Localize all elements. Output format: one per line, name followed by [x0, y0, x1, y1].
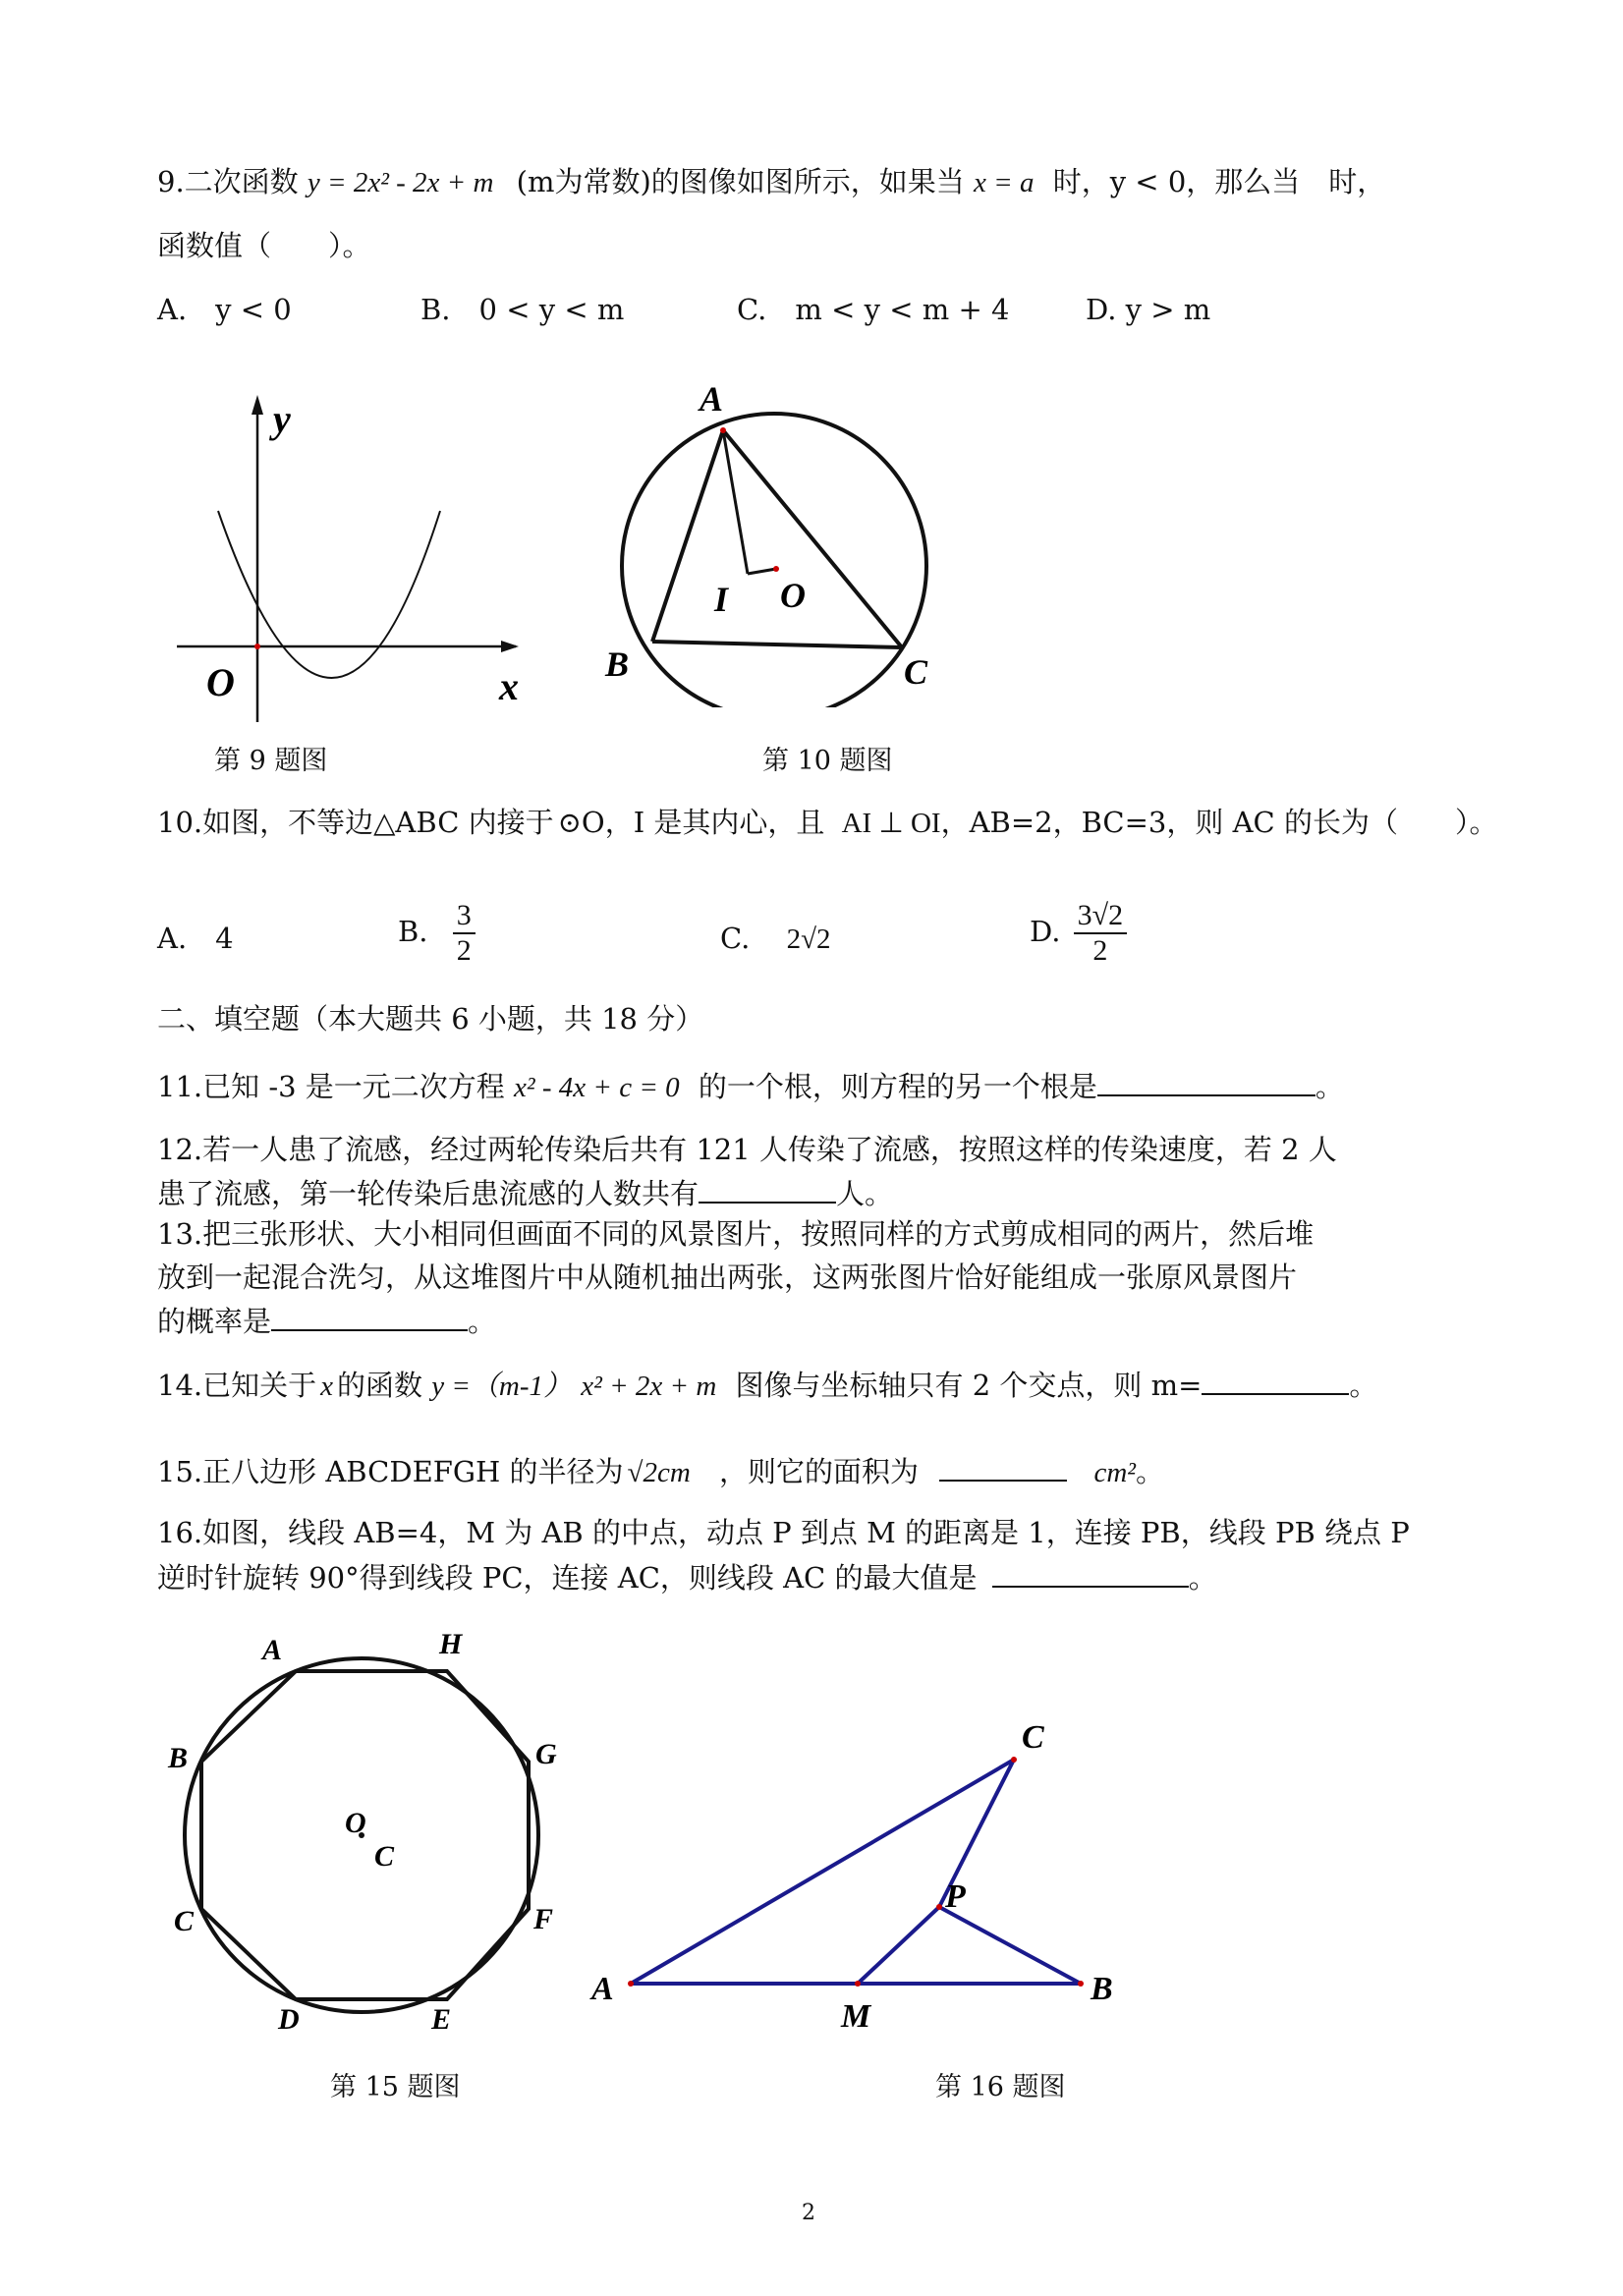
q9-line1	[157, 162, 1385, 202]
fig15-label-f: F	[533, 1903, 554, 1935]
q10-option-a: A. 4	[157, 922, 234, 955]
fig9-y-label: y	[273, 397, 291, 441]
fig16-caption: 第 16 题图	[935, 2072, 1066, 2102]
fig16-label-a: A	[591, 1971, 614, 2007]
q10-option-c-letter: C.	[720, 922, 751, 955]
q10-option-d-letter: D.	[1030, 915, 1061, 948]
q9-text-a: 9.二次函数	[157, 165, 299, 198]
fig10-side-ac	[723, 430, 902, 647]
q12-text-b: 人。	[836, 1177, 894, 1210]
fig15-label-c: C	[174, 1905, 195, 1937]
q11-end: 。	[1315, 1070, 1344, 1103]
fig16-label-p: P	[945, 1878, 966, 1915]
q16-answer-blank	[992, 1556, 1189, 1588]
q11-text-a: 11.已知 -3 是一元二次方程	[157, 1070, 505, 1103]
q15-end: 。	[1135, 1455, 1164, 1488]
q9-option-a: A. y < 0	[157, 293, 292, 326]
q9-text-b: (m为常数)的图像如图所示，如果当	[516, 165, 965, 198]
fig16-label-m: M	[841, 1998, 871, 2035]
fig16-label-b: B	[1091, 1971, 1113, 2007]
q10-option-d-fraction	[1074, 899, 1127, 968]
q11-text-b: 的一个根，则方程的另一个根是	[698, 1070, 1097, 1103]
fig15-label-h: H	[439, 1628, 463, 1660]
q10-circle-symbol: ⊙O	[557, 806, 605, 839]
q10-option-b-letter: B.	[398, 915, 428, 948]
fig16-segment-pb	[939, 1907, 1081, 1984]
q10-option-b-numerator: 3	[453, 899, 476, 934]
q14-end: 。	[1349, 1369, 1378, 1402]
fig10-label-o: O	[780, 576, 806, 615]
fig16-point-m	[855, 1981, 861, 1987]
q10-text-c: ，AB=2，BC=3，则 AC 的长为（ ）。	[940, 806, 1498, 839]
fig10-point-o	[773, 566, 779, 572]
q10-option-c-value: 2√2	[786, 924, 831, 955]
q10-text-b: ，I 是其内心，且	[604, 806, 825, 839]
q10-option-c	[720, 919, 831, 959]
fig15-label-d: D	[278, 2003, 300, 2036]
q15-answer-blank	[939, 1450, 1067, 1482]
fig9-origin-label: O	[206, 660, 235, 704]
fig16-label-c: C	[1022, 1719, 1044, 1756]
q9-option-d: D. y > m	[1086, 293, 1211, 326]
fig15-octagon-circle	[152, 1626, 585, 2039]
q11-equation: x² - 4x + c = 0	[514, 1072, 680, 1103]
fig10-label-a: A	[700, 379, 724, 419]
q9-option-b: B. 0 < y < m	[420, 293, 625, 326]
fig10-label-b: B	[605, 644, 630, 684]
q14-text-a: 14.已知关于	[157, 1369, 317, 1402]
fig10-circle	[622, 414, 926, 707]
q16-line2	[157, 1556, 1217, 1597]
fig9-origin-dot	[254, 644, 260, 649]
q10-option-b-denominator: 2	[456, 934, 472, 967]
q12-line2	[157, 1172, 893, 1213]
fig10-point-a	[720, 427, 726, 433]
fig15-caption: 第 15 题图	[330, 2072, 461, 2102]
fig9-parabola-graph	[157, 383, 550, 727]
q14-text-c: 图像与坐标轴只有 2 个交点，则 m=	[735, 1369, 1203, 1402]
q15-unit: cm²	[1093, 1457, 1136, 1488]
q10-text-a: 10.如图，不等边△ABC 内接于	[157, 806, 554, 839]
q14-text-b: 的函数	[337, 1369, 423, 1402]
q14-answer-blank	[1202, 1364, 1349, 1395]
q15-text-b: ，则它的面积为	[719, 1455, 920, 1488]
q10-option-d-numerator: 3√2	[1074, 899, 1127, 934]
fig16-point-p	[936, 1904, 942, 1910]
section2-title: 二、填空题（本大题共 6 小题，共 18 分）	[157, 1002, 704, 1036]
q10-option-b-fraction	[453, 899, 476, 968]
fig10-label-c: C	[904, 652, 928, 692]
page-number: 2	[802, 2201, 815, 2225]
fig9-caption: 第 9 题图	[214, 746, 328, 776]
q10-condition: AI ⊥ OI	[841, 808, 941, 839]
fig16-triangle-figure	[580, 1714, 1130, 2048]
q14-variable: x	[320, 1371, 333, 1402]
q9-line2: 函数值（ ）。	[157, 229, 371, 262]
q13-answer-blank	[271, 1300, 468, 1331]
fig16-segment-mp	[858, 1907, 939, 1984]
q9-equation: y = 2x² - 2x + m	[307, 167, 494, 198]
q13-line1: 13.把三张形状、大小相同但画面不同的风景图片，按照同样的方式剪成相同的两片，然后堆	[157, 1217, 1315, 1251]
q13-text-a: 的概率是	[157, 1305, 272, 1338]
q15-radius: √2cm	[627, 1457, 691, 1488]
q11-line	[157, 1065, 1344, 1107]
q15-text-a: 15.正八边形 ABCDEFGH 的半径为	[157, 1455, 624, 1488]
q12-text-a: 患了流感，第一轮传染后患流感的人数共有	[157, 1177, 700, 1210]
q14-equation-a: y =（m-1）	[431, 1371, 573, 1402]
q12-line1: 12.若一人患了流感，经过两轮传染后共有 121 人传染了流感，按照这样的传染速度，若 2 人	[157, 1133, 1337, 1166]
fig10-circle-triangle	[589, 373, 963, 707]
fig9-y-arrow	[252, 395, 263, 415]
q9-condition: x = a	[974, 167, 1035, 198]
q14-line	[157, 1364, 1377, 1406]
q15-line	[157, 1450, 1164, 1492]
q13-line3	[157, 1300, 496, 1341]
fig16-point-b	[1078, 1981, 1084, 1987]
q14-equation-b: x² + 2x + m	[581, 1371, 717, 1402]
q11-answer-blank	[1097, 1065, 1315, 1096]
fig9-curve	[218, 511, 440, 678]
fig16-point-c	[1011, 1757, 1017, 1763]
fig9-x-label: x	[499, 664, 519, 708]
fig10-caption: 第 10 题图	[762, 746, 893, 776]
fig15-label-g: G	[535, 1738, 557, 1770]
fig15-label-a: A	[262, 1634, 283, 1666]
q16-line1: 16.如图，线段 AB=4，M 为 AB 的中点，动点 P 到点 M 的距离是 1，连接 PB，线段 PB 绕点 P	[157, 1516, 1410, 1549]
q9-text-c: 时，y < 0，那么当 时，	[1052, 165, 1386, 198]
q10-option-d	[1030, 899, 1127, 968]
q16-text-b: 。	[1188, 1561, 1217, 1595]
q13-text-b: 。	[468, 1305, 497, 1338]
fig15-label-o: O	[345, 1807, 366, 1839]
fig16-point-a	[628, 1981, 634, 1987]
fig15-label-e: E	[431, 2003, 452, 2036]
fig10-label-i: I	[714, 580, 729, 619]
fig10-segment-ai	[723, 430, 748, 574]
q10-option-b	[398, 899, 476, 968]
q10-line	[157, 803, 1497, 843]
q10-option-d-denominator: 2	[1092, 934, 1108, 967]
q12-answer-blank	[699, 1172, 836, 1204]
q13-line2: 放到一起混合洗匀，从这堆图片中从随机抽出两张，这两张图片恰好能组成一张原风景图片	[157, 1260, 1298, 1294]
q9-option-c: C. m < y < m + 4	[737, 293, 1010, 326]
fig15-label-b: B	[168, 1742, 189, 1774]
fig15-label-center-c: C	[374, 1840, 395, 1873]
fig10-side-bc	[652, 642, 902, 647]
fig9-x-arrow	[501, 641, 519, 652]
q16-text-a: 逆时针旋转 90°得到线段 PC，连接 AC，则线段 AC 的最大值是	[157, 1561, 978, 1595]
fig10-segment-io	[748, 569, 776, 574]
